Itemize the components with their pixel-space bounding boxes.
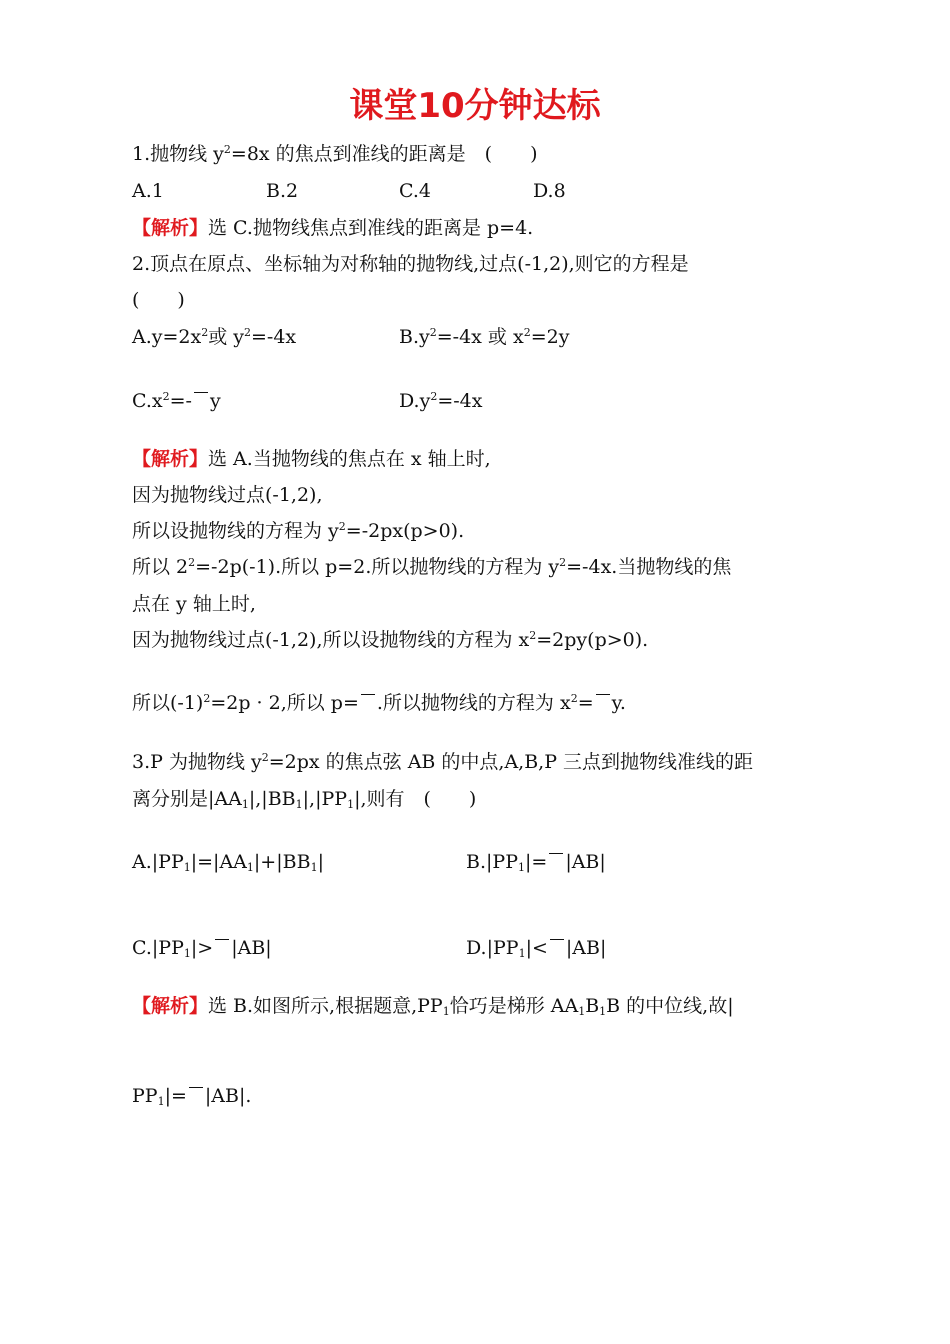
- q1-option-a: A.1: [132, 180, 164, 202]
- q2-analysis-5: 点在 y 轴上时,: [132, 593, 256, 615]
- q1-analysis: 【解析】选 C.抛物线焦点到准线的距离是 p=4.: [132, 217, 534, 239]
- q2-analysis-4: 所以 $2^2=-2p(-1)$.所以 p=2.所以抛物线的方程为 $y^2=-4x$.当抛物线的焦: [132, 556, 732, 578]
- fraction-bar: [189, 1087, 203, 1088]
- fraction-bar: [549, 853, 563, 854]
- q2-stem-paren: ( ): [132, 289, 185, 311]
- q3-option-c: $C.|PP_1|> |AB|$: [132, 937, 272, 960]
- q2-option-d: $D.y^2=-4x$: [399, 390, 483, 412]
- fraction-bar: [550, 939, 564, 940]
- q3-stem-2: 离分别是$|AA_1|,|BB_1|,|PP_1|$,则有 ( ): [132, 788, 477, 811]
- fraction-bar: [215, 939, 229, 940]
- fraction-bar: [194, 392, 208, 393]
- q2-option-b: $B.y^2=-4x$ 或 $x^2=2y$: [399, 326, 570, 348]
- fraction-bar: [361, 694, 375, 695]
- q2-option-a: $A.y=2x^2$或 $y^2=-4x$: [132, 326, 297, 348]
- q1-option-d: D.8: [533, 180, 566, 202]
- q1-option-c: C.4: [399, 180, 431, 202]
- q1-stem: 1.抛物线 $y^2=8x$ 的焦点到准线的距离是 ( ): [132, 143, 538, 165]
- page-title: 课堂10分钟达标: [349, 86, 601, 126]
- analysis-tag: 【解析】: [132, 995, 209, 1017]
- fraction-bar: [596, 694, 610, 695]
- q3-stem-1: 3.P 为抛物线 $y^2=2px$ 的焦点弦 AB 的中点,A,B,P 三点到抛物线准线的距: [132, 751, 754, 773]
- q2-analysis-1: 【解析】选 A.当抛物线的焦点在 x 轴上时,: [132, 448, 491, 470]
- q2-analysis-6: 因为抛物线过点(-1,2),所以设抛物线的方程为 $x^2=2py(p>0)$.: [132, 629, 649, 651]
- q2-option-c: $C.x^2=-$ y: [132, 390, 221, 412]
- q2-stem: 2.顶点在原点、坐标轴为对称轴的抛物线,过点(-1,2),则它的方程是: [132, 253, 689, 275]
- q1-option-b: B.2: [266, 180, 299, 202]
- q2-analysis-2: 因为抛物线过点(-1,2),: [132, 484, 323, 506]
- q3-option-d: $D.|PP_1|< |AB|$: [466, 937, 607, 960]
- analysis-tag: 【解析】: [132, 217, 209, 239]
- q3-analysis-1: 【解析】选 B.如图所示,根据题意$,PP_1$恰巧是梯形 $AA_1B_1B$ 的中位线,故|: [132, 995, 734, 1018]
- q3-analysis-2: $PP_1|= |AB|$.: [132, 1085, 252, 1108]
- q3-option-b: $B.|PP_1|= |AB|$: [466, 851, 606, 874]
- q3-option-a: $A.|PP_1|=|AA_1|+|BB_1|$: [132, 851, 324, 874]
- q2-analysis-7: 所以$(-1)^2=2p \cdot 2$,所以 p= .所以抛物线的方程为 $x^2= y$.: [132, 692, 626, 714]
- q2-analysis-3: 所以设抛物线的方程为 $y^2=-2px(p>0)$.: [132, 520, 465, 542]
- analysis-tag: 【解析】: [132, 448, 209, 470]
